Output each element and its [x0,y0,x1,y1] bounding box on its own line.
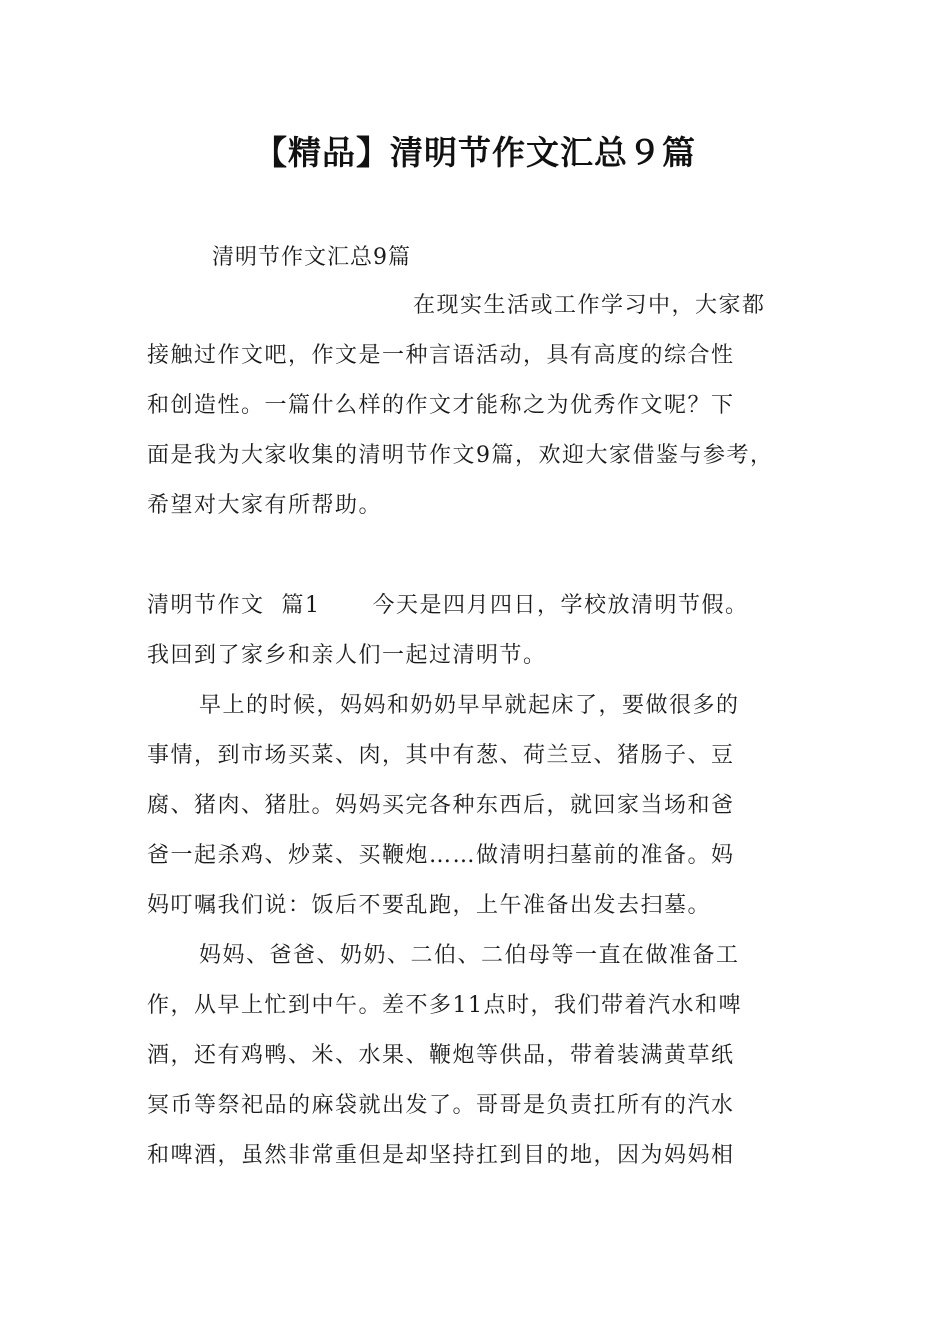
text-line: 事情，到市场买菜、肉，其中有葱、荷兰豆、猪肠子、豆 [147,743,735,768]
text-line: 作，从早上忙到中午。差不多11点时，我们带着汽水和啤 [147,993,742,1018]
section-heading: 清明节作文 篇1 [147,593,321,618]
document-subtitle: 清明节作文汇总9篇 [212,245,411,270]
text-line: 和创造性。一篇什么样的作文才能称之为优秀作文呢？下 [147,393,735,418]
text-line: 腐、猪肉、猪肚。妈妈买完各种东西后，就回家当场和爸 [147,793,735,818]
text-line: 早上的时候，妈妈和奶奶早早就起床了，要做很多的 [199,693,740,718]
section-first-line [147,581,809,631]
text-line: 冥币等祭祀品的麻袋就出发了。哥哥是负责扛所有的汽水 [147,1093,735,1118]
essay-paragraph-2 [147,681,809,931]
text-line: 面是我为大家收集的清明节作文9篇，欢迎大家借鉴与参考， [147,443,774,468]
text-line: 妈叮嘱我们说：饭后不要乱跑，上午准备出发去扫墓。 [147,893,712,918]
text-line: 和啤酒，虽然非常重但是却坚持扛到目的地，因为妈妈相 [147,1143,735,1168]
section-opening-text: 今天是四月四日，学校放清明节假。 [372,593,749,618]
text-line: 妈妈、爸爸、奶奶、二伯、二伯母等一直在做准备工 [199,943,740,968]
text-line: 在现实生活或工作学习中，大家都 [413,293,766,318]
intro-paragraph [147,281,809,531]
text-line: 我回到了家乡和亲人们一起过清明节。 [147,643,547,668]
text-line: 希望对大家有所帮助。 [147,493,383,518]
text-line: 爸一起杀鸡、炒菜、买鞭炮……做清明扫墓前的准备。妈 [147,843,735,868]
document-title: 【精品】清明节作文汇总９篇 [254,133,696,172]
essay-paragraph-3 [147,931,809,1181]
section-essay-1 [147,581,809,681]
text-line: 接触过作文吧，作文是一种言语活动，具有高度的综合性 [147,343,735,368]
text-line: 酒，还有鸡鸭、米、水果、鞭炮等供品，带着装满黄草纸 [147,1043,735,1068]
